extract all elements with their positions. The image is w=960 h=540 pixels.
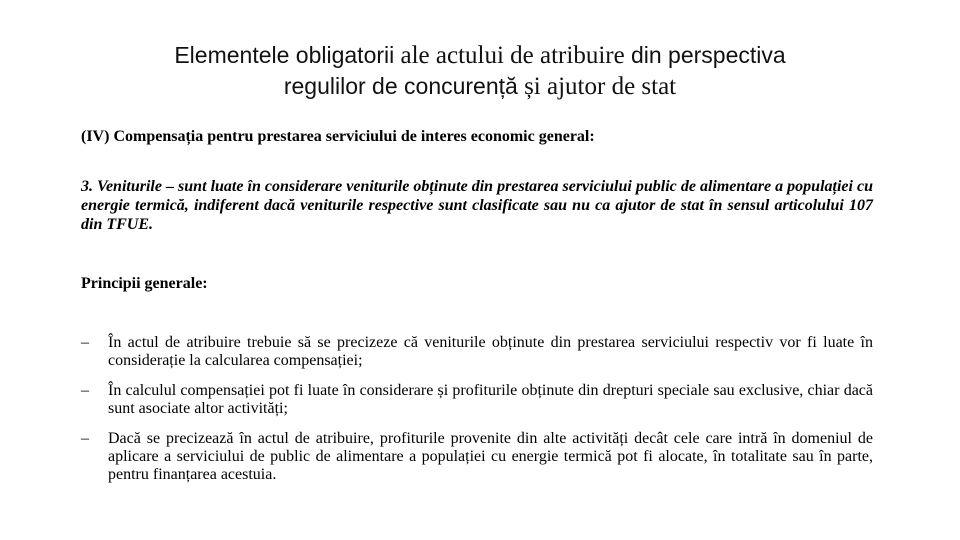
- title-segment: Elementele obligatorii: [174, 42, 395, 68]
- list-item-text: În actul de atribuire trebuie să se precizeze că veniturile obținute din prestarea serviciului respectiv vor fi luate în considerație la calcularea compensației;: [108, 334, 873, 369]
- bullet-dash: –: [81, 430, 89, 447]
- bullet-dash: –: [81, 334, 89, 351]
- principles-list: [81, 334, 873, 496]
- slide-title: [60, 40, 900, 102]
- list-item-text: Dacă se precizează în actul de atribuire, profiturile provenite din alte activități decât cele care intră în domeniul de aplicare a serviciului de public de alimentare a populației cu energie termică pot fi alocate, în totalitate sau în parte, pentru finanțarea acestuia.: [108, 430, 873, 483]
- title-segment: ale actului de atribuire: [394, 42, 631, 69]
- title-segment: regulilor de concurență: [283, 73, 518, 99]
- list-item: [81, 382, 873, 418]
- section-heading: (IV) Compensația pentru prestarea serviciului de interes economic general:: [81, 128, 595, 145]
- title-line-1: [60, 40, 900, 71]
- list-item: [81, 334, 873, 370]
- title-segment: și ajutor de stat: [517, 73, 677, 100]
- title-segment: din perspectiva: [630, 42, 786, 68]
- revenue-point: 3. Veniturile – sunt luate în considerare veniturile obținute din prestarea serviciului public de alimentare a populației cu energie termică, indiferent dacă veniturile respective sunt clasificate sau nu ca ajutor de stat în sensul articolului 107 din TFUE.: [81, 178, 873, 233]
- principles-heading: Principii generale:: [81, 275, 208, 292]
- list-item-text: În calculul compensației pot fi luate în considerare și profiturile obținute din drepturi speciale sau exclusive, chiar dacă sunt asociate altor activități;: [108, 382, 873, 417]
- bullet-dash: –: [81, 382, 89, 399]
- title-line-2: [60, 71, 900, 102]
- list-item: [81, 430, 873, 484]
